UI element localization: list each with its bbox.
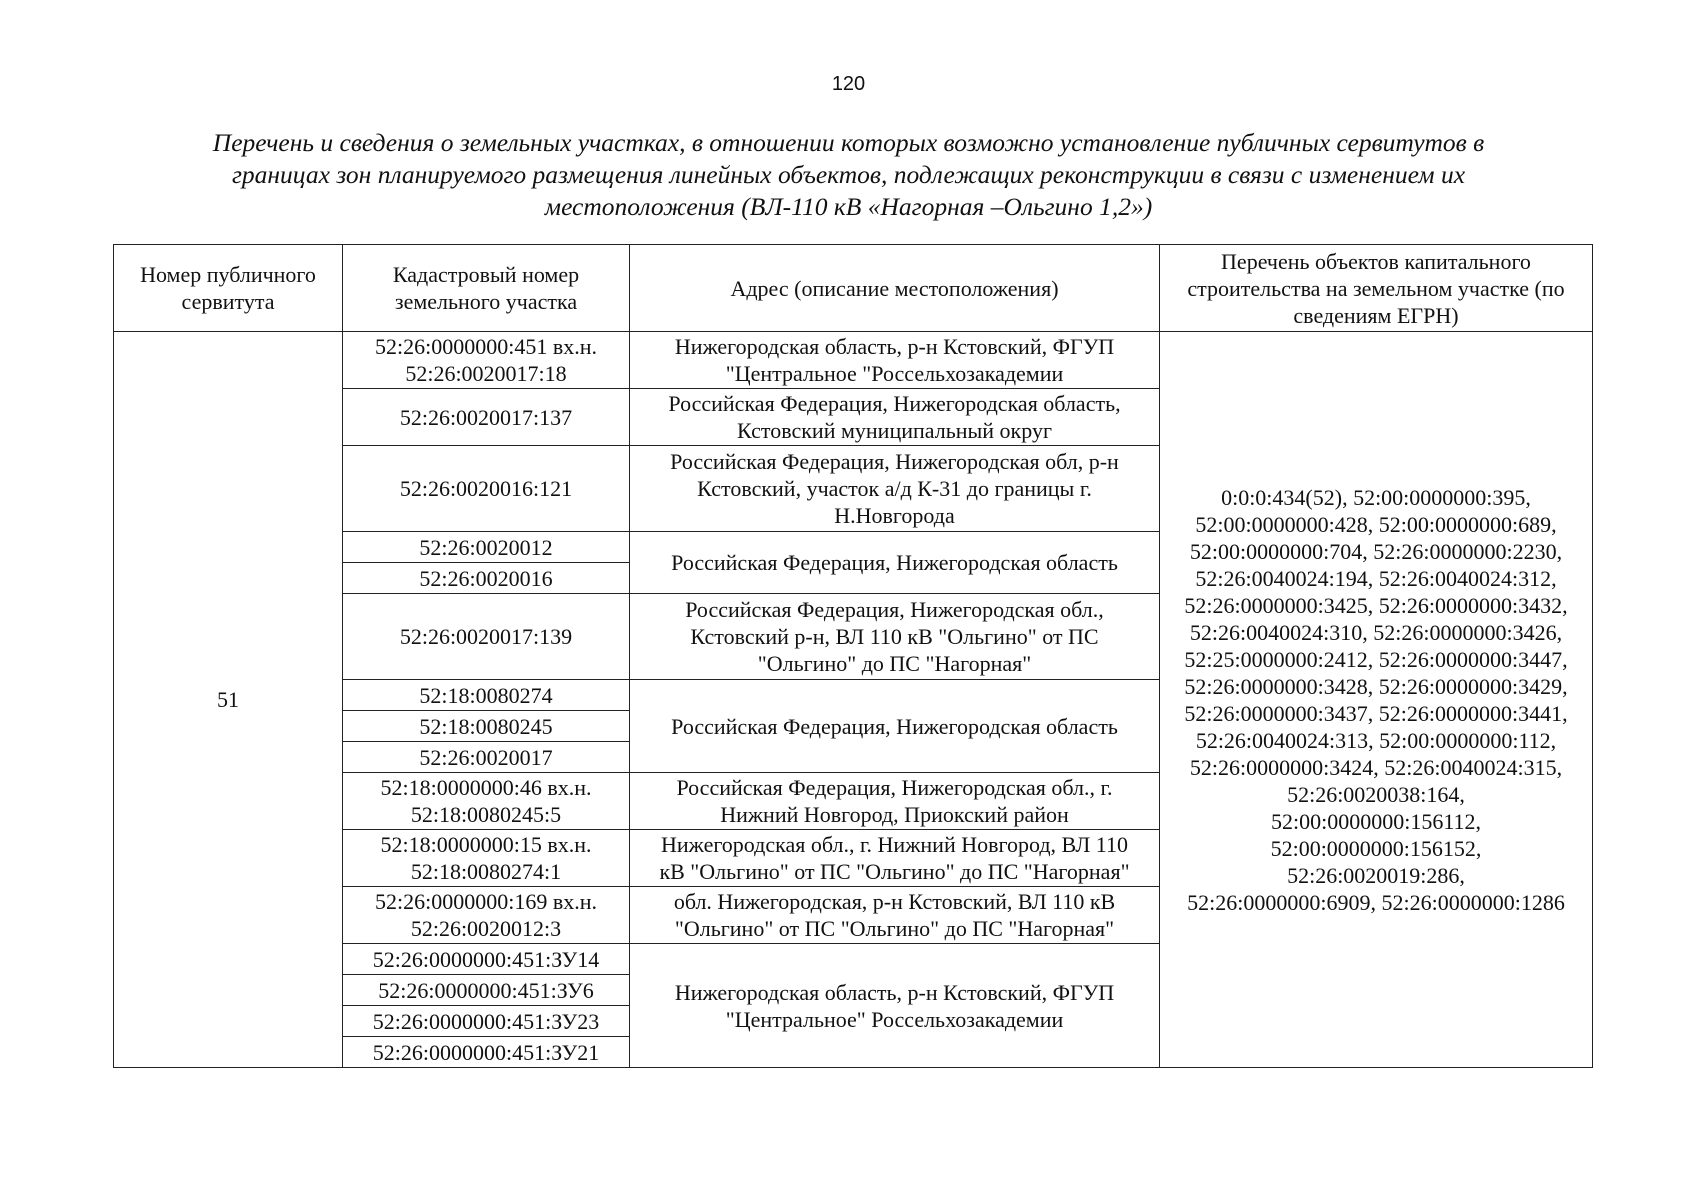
cadastral-cell: 52:26:0000000:451 вх.н. 52:26:0020017:18	[343, 332, 630, 389]
header-capital-objects: Перечень объектов капитального строительства на земельном участке (по сведениям ЕГРН)	[1160, 245, 1593, 332]
cadastral-cell: 52:26:0020017:137	[343, 389, 630, 446]
header-row	[114, 245, 1593, 332]
address-cell: Российская Федерация, Нижегородская обл, р-н Кстовский, участок а/д К-31 до границы г. Н.Новгорода	[630, 446, 1160, 532]
cadastral-cell: 52:26:0020012	[343, 532, 630, 563]
document-title	[130, 127, 1567, 223]
cadastral-cell: 52:26:0000000:169 вх.н. 52:26:0020012:3	[343, 887, 630, 944]
cadastral-cell: 52:26:0020016:121	[343, 446, 630, 532]
capital-objects-cell: 0:0:0:434(52), 52:00:0000000:395, 52:00:0000000:428, 52:00:0000000:689, 52:00:0000000:704, 52:26:0000000:2230, 52:26:0040024:194, 52:26:0040024:312, 52:26:0000000:3425, 52:26:0000000:3432, 52:26:0040024:310, 52:26:0000000:3426, 52:25:0000000:2412, 52:26:0000000:3447, 52:26:0000000:3428, 52:26:0000000:3429, 52:26:0000000:3437, 52:26:0000000:3441, 52:26:0040024:313, 52:00:0000000:112, 52:26:0000000:3424, 52:26:0040024:315, 52:26:0020038:164, 52:00:0000000:156112, 52:00:0000000:156152, 52:26:0020019:286, 52:26:0000000:6909, 52:26:0000000:1286	[1160, 332, 1593, 1068]
address-cell: Российская Федерация, Нижегородская обл., г. Нижний Новгород, Приокский район	[630, 773, 1160, 830]
cadastral-cell: 52:26:0000000:451:ЗУ14	[343, 944, 630, 975]
address-cell: Нижегородская область, р-н Кстовский, ФГУП "Центральное" Россельхозакадемии	[630, 944, 1160, 1068]
address-cell: Нижегородская область, р-н Кстовский, ФГУП "Центральное "Россельхозакадемии	[630, 332, 1160, 389]
header-address: Адрес (описание местоположения)	[630, 245, 1160, 332]
cadastral-cell: 52:18:0000000:46 вх.н. 52:18:0080245:5	[343, 773, 630, 830]
cadastral-cell: 52:18:0080274	[343, 680, 630, 711]
header-servitude-number: Номер публичного сервитута	[114, 245, 343, 332]
title-line: местоположения (ВЛ-110 кВ «Нагорная –Ольгино 1,2»)	[544, 192, 1153, 221]
table-row	[114, 332, 1593, 389]
address-cell: Нижегородская обл., г. Нижний Новгород, ВЛ 110 кВ "Ольгино" от ПС "Ольгино" до ПС "Нагорная"	[630, 830, 1160, 887]
cadastral-cell: 52:26:0020017:139	[343, 594, 630, 680]
address-cell: Российская Федерация, Нижегородская область, Кстовский муниципальный округ	[630, 389, 1160, 446]
page-number: 120	[831, 73, 866, 95]
cadastral-cell: 52:26:0020017	[343, 742, 630, 773]
address-cell: Российская Федерация, Нижегородская область	[630, 680, 1160, 773]
servitude-number-cell: 51	[114, 332, 343, 1068]
address-cell: обл. Нижегородская, р-н Кстовский, ВЛ 110 кВ "Ольгино" от ПС "Ольгино" до ПС "Нагорная"	[630, 887, 1160, 944]
cadastral-cell: 52:18:0000000:15 вх.н. 52:18:0080274:1	[343, 830, 630, 887]
cadastral-cell: 52:26:0000000:451:ЗУ21	[343, 1037, 630, 1068]
servitude-table	[113, 244, 1593, 1068]
cadastral-cell: 52:18:0080245	[343, 711, 630, 742]
cadastral-cell: 52:26:0020016	[343, 563, 630, 594]
cadastral-cell: 52:26:0000000:451:ЗУ6	[343, 975, 630, 1006]
title-line: Перечень и сведения о земельных участках, в отношении которых возможно установление публичных сервитутов в	[212, 128, 1485, 157]
header-cadastral-number: Кадастровый номер земельного участка	[343, 245, 630, 332]
address-cell: Российская Федерация, Нижегородская обл., Кстовский р-н, ВЛ 110 кВ "Ольгино" от ПС "Ольгино" до ПС "Нагорная"	[630, 594, 1160, 680]
address-cell: Российская Федерация, Нижегородская область	[630, 532, 1160, 594]
cadastral-cell: 52:26:0000000:451:ЗУ23	[343, 1006, 630, 1037]
title-line: границах зон планируемого размещения линейных объектов, подлежащих реконструкции в связи с изменением их	[231, 160, 1466, 189]
